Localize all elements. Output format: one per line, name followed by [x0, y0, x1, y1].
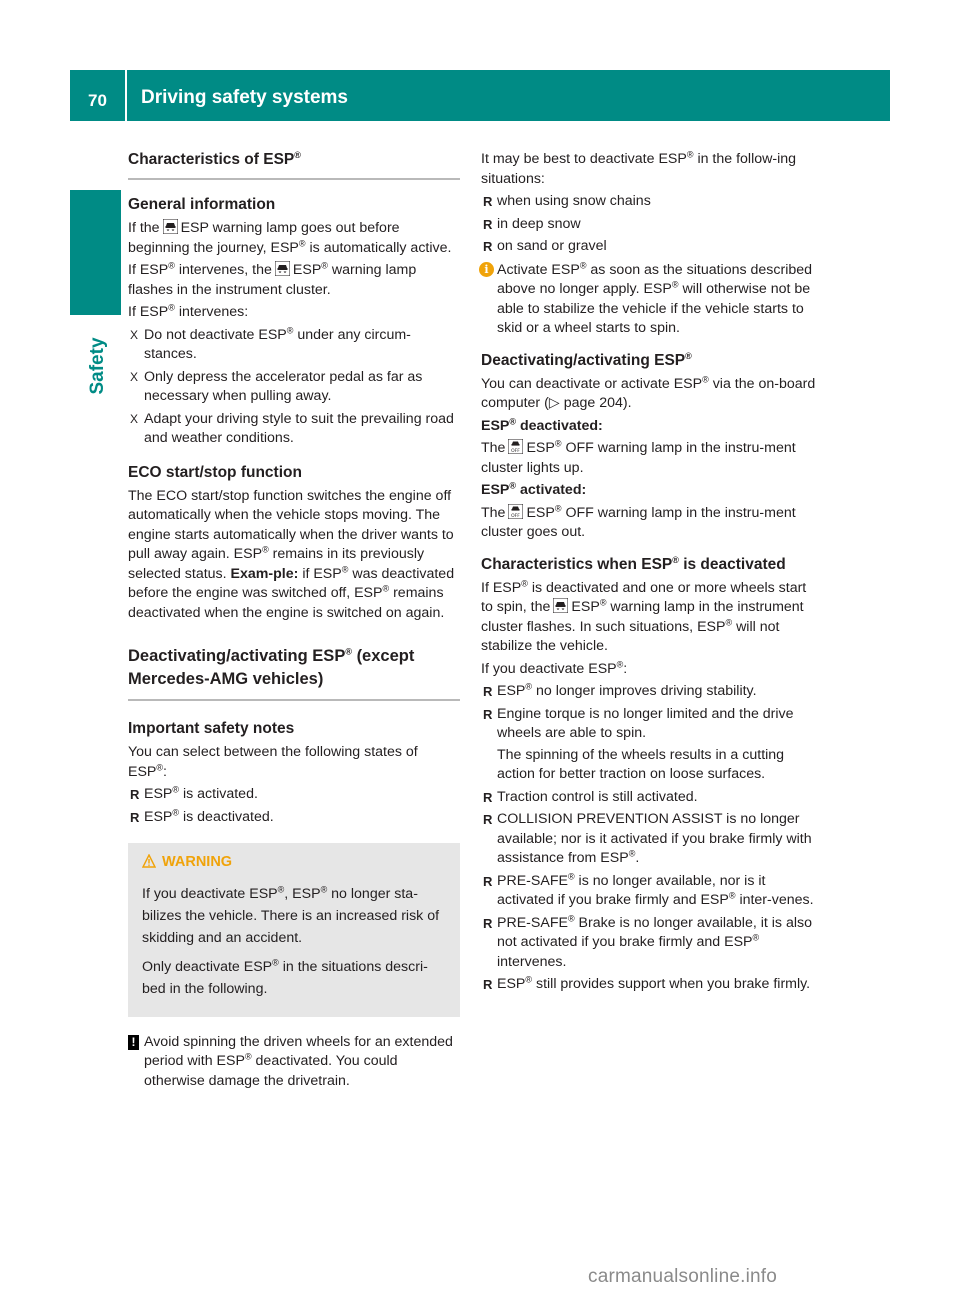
- eco-paragraph: The ECO start/stop function switches the engine off automatically when the vehicle stops moving. The engine starts automatically when the driver wants to pull away again. ESP® remains in its previously selected status. Exam-ple: if ESP® was deactivated before the engine was switched off, ESP® remains deactivated when the engine is switched on again.: [128, 487, 455, 621]
- header-divider: [125, 70, 127, 121]
- warning-text-1: If you deactivate ESP®, ESP® no longer sta-bilizes the vehicle. There is an increased risk of skidding and an accident.: [142, 883, 440, 946]
- sidebar-tab: [70, 190, 121, 315]
- bullet-icon: R: [483, 789, 493, 805]
- list-item: R ESP® is activated.: [128, 785, 460, 805]
- step-item: X Adapt your driving style to suit the prevailing road and weather conditions.: [130, 410, 454, 446]
- heading-characteristics: Characteristics of ESP®: [128, 150, 460, 180]
- warning-title: WARNING: [142, 853, 450, 875]
- exclamation-icon: !: [128, 1035, 139, 1050]
- list-item: R ESP® no longer improves driving stability.: [481, 682, 817, 702]
- list-item: R when using snow chains: [481, 192, 817, 212]
- if-you-deactivate-paragraph: If you deactivate ESP®:: [481, 658, 628, 677]
- warning-box: [128, 843, 460, 1017]
- bullet-icon: R: [483, 915, 493, 931]
- general-paragraph-2: If ESP® intervenes, the ESP® warning lamp flashes in the instrument cluster.: [128, 260, 417, 298]
- bullet-icon: R: [483, 194, 493, 209]
- page-header: [70, 70, 890, 121]
- sidebar-label: Safety: [87, 337, 108, 395]
- svg-text:OFF: OFF: [511, 449, 521, 454]
- list-item: R ESP® still provides support when you brake firmly.: [481, 975, 817, 995]
- page-ref-arrow-icon: ▷: [548, 395, 560, 411]
- svg-text:OFF: OFF: [511, 513, 521, 519]
- warning-text-2: Only deactivate ESP® in the situations descri-bed in the following.: [142, 956, 428, 997]
- esp-car-icon: [163, 219, 178, 234]
- step-arrow-icon: X: [130, 411, 139, 426]
- bullet-icon: R: [483, 977, 493, 992]
- esp-off-icon: [508, 504, 523, 519]
- heading-eco-start-stop: ECO start/stop function: [128, 463, 302, 481]
- general-paragraph-1: If the ESP warning lamp goes out before beginning the journey, ESP® is automatically active.: [128, 220, 452, 256]
- bullet-icon: R: [483, 706, 493, 722]
- list-item: R PRE-SAFE® Brake is no longer available, it is also not activated if you brake firmly and ESP® intervenes.: [483, 912, 812, 970]
- info-icon: i: [479, 262, 494, 277]
- esp-car-icon: [275, 261, 290, 276]
- bullet-icon: R: [483, 239, 493, 254]
- deactivated-paragraph: The OFF ESP® OFF warning lamp in the instru-ment cluster lights up.: [481, 438, 796, 476]
- left-column: [128, 150, 460, 1097]
- list-item: R PRE-SAFE® is no longer available, nor is it activated if you brake firmly and ESP® inter-venes.: [483, 870, 814, 908]
- section-title: Driving safety systems: [141, 87, 348, 108]
- step-arrow-icon: X: [130, 327, 139, 342]
- heading-deactivating-except-amg: Deactivating/activating ESP® (except Mercedes-AMG vehicles): [128, 645, 460, 701]
- deactivate-paragraph: You can deactivate or activate ESP® via the on-board computer (▷ page 204).: [481, 373, 816, 411]
- page-reference-link[interactable]: page 204).: [563, 395, 632, 411]
- heading-esp-deactivated: ESP® deactivated:: [481, 415, 603, 434]
- warning-triangle-icon: [142, 854, 156, 875]
- bullet-icon: R: [483, 873, 493, 889]
- bullet-icon: R: [483, 812, 493, 827]
- step-arrow-icon: X: [130, 369, 139, 384]
- damage-note: ! Avoid spinning the driven wheels for an extended period with ESP® deactivated. You could otherwise damage the drivetrain.: [128, 1033, 460, 1092]
- heading-general-information: General information: [128, 196, 276, 213]
- list-item: R Engine torque is no longer limited and the drive wheels are able to spin. The spinning of the wheels results in a cutting action for better traction on loose surfaces.: [483, 705, 794, 782]
- list-item: R on sand or gravel: [481, 237, 817, 257]
- heading-characteristics-deactivated: Characteristics when ESP® is deactivated: [481, 554, 786, 573]
- heading-deactivating-activating: Deactivating/activating ESP®: [481, 350, 692, 369]
- heading-esp-activated: ESP® activated:: [481, 480, 587, 498]
- bullet-icon: R: [483, 216, 493, 232]
- bullet-icon: R: [483, 684, 493, 699]
- general-paragraph-3: If ESP® intervenes:: [128, 302, 249, 320]
- list-item: R ESP® is deactivated.: [128, 808, 460, 828]
- esp-off-icon: [508, 439, 523, 454]
- activated-paragraph: The OFF ESP® OFF warning lamp in the instru-ment cluster goes out.: [481, 502, 796, 540]
- page-number: 70: [88, 91, 107, 110]
- step-item: X Only depress the accelerator pedal as far as necessary when pulling away.: [130, 368, 423, 404]
- list-item: R Traction control is still activated.: [481, 788, 817, 808]
- esp-car-icon: [553, 598, 568, 613]
- right-column: [481, 150, 817, 998]
- bullet-icon: R: [130, 809, 140, 825]
- bullet-icon: R: [130, 787, 140, 802]
- heading-important-safety-notes: Important safety notes: [128, 720, 295, 737]
- info-note: i Activate ESP® as soon as the situations described above no longer apply. ESP® will otherwise not be able to stabilize the vehicle if the vehicle starts to skid or a wheel starts to spin.: [481, 261, 817, 339]
- list-item: R in deep snow: [481, 215, 817, 235]
- intro-paragraph: It may be best to deactivate ESP® in the follow-ing situations:: [481, 149, 797, 187]
- watermark: carmanualsonline.info: [588, 1266, 778, 1287]
- important-paragraph: You can select between the following states of ESP®:: [128, 744, 418, 780]
- list-item: R COLLISION PREVENTION ASSIST is no longer available; nor is it activated if you brake firmly with assistance from ESP®.: [483, 811, 812, 866]
- step-item: X Do not deactivate ESP® under any circum-stances.: [130, 324, 411, 362]
- characteristics-paragraph: If ESP® is deactivated and one or more wheels start to spin, the ESP® warning lamp in the instrument cluster flashes. In such situations, ESP® will not stabilize the vehicle.: [481, 577, 807, 654]
